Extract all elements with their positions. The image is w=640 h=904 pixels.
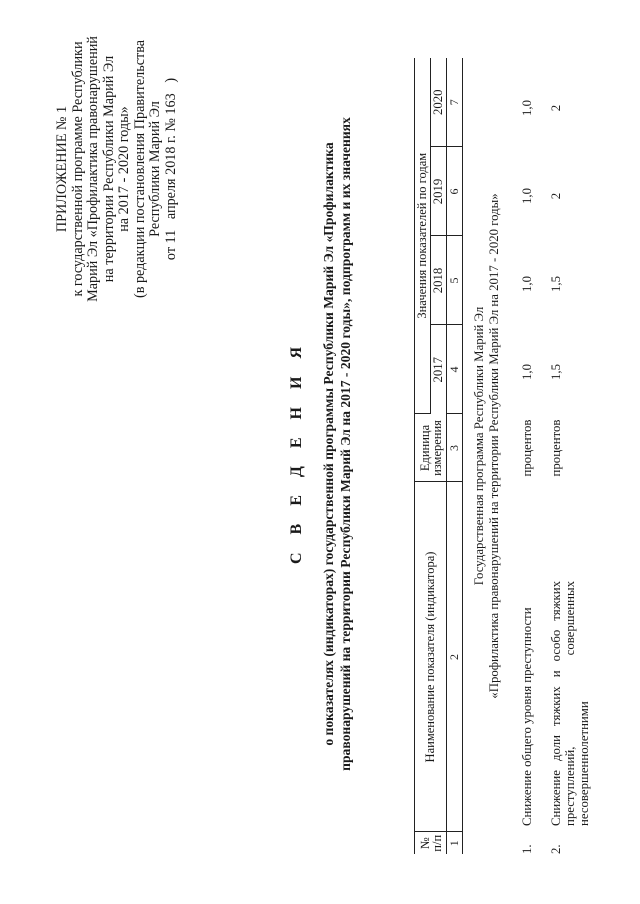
header-year: 2017 xyxy=(431,325,447,414)
header-num: № п/п xyxy=(415,832,447,854)
column-number: 3 xyxy=(447,414,463,482)
column-number: 6 xyxy=(447,147,463,236)
row-name: Снижение общего уровня преступности xyxy=(520,607,534,826)
row-number: 1. xyxy=(520,844,534,854)
appendix-heading: ПРИЛОЖЕНИЕ № 1 xyxy=(54,105,70,233)
column-number: 5 xyxy=(447,236,463,325)
header-unit: Единица измерения xyxy=(415,414,447,482)
row-value: 1,0 xyxy=(520,188,534,204)
row-value: 1,5 xyxy=(549,276,563,292)
appendix-line: Марий Эл «Профилактика правонарушений xyxy=(85,36,101,302)
row-name: Снижение доли тяжких и особо тяжких преступлений, совершенных несовершеннолетними xyxy=(549,581,591,826)
header-year: 2020 xyxy=(431,58,447,147)
appendix-line: к государственной программе Республики xyxy=(69,41,86,297)
program-line: Государственная программа Республики Марий Эл xyxy=(472,306,486,586)
column-number: 4 xyxy=(447,325,463,414)
row-number: 2. xyxy=(549,844,563,854)
header-values-group: Значения показателей по годам xyxy=(415,58,431,414)
column-number: 7 xyxy=(447,58,463,147)
program-heading xyxy=(472,48,502,844)
row-value: 2 xyxy=(549,104,563,112)
appendix-line: на 2017 - 2020 годы» xyxy=(116,106,132,232)
header-year: 2019 xyxy=(431,147,447,236)
row-value: 1,0 xyxy=(520,364,534,380)
appendix-date-line: от 11 апреля 2018 г. № 163 ) xyxy=(162,77,179,261)
appendix-line: (в редакции постановления Правительства xyxy=(131,39,148,299)
row-unit: процентов xyxy=(549,419,563,477)
appendix-block xyxy=(55,19,179,319)
header-name: Наименование показателя (индикатора) xyxy=(415,482,447,832)
row-value: 1,5 xyxy=(549,364,563,380)
table-header-row xyxy=(415,58,431,854)
appendix-line: на территории Республики Марий Эл xyxy=(100,55,117,283)
document-subtitle: о показателях (индикаторах) государственной программы Республики Марий Эл «Профилактика правонарушений на территории Республики Марий Эл на 2017 - 2020 годы», подпрограмм и их значениях xyxy=(321,117,353,771)
column-numbers-row xyxy=(447,58,463,854)
header-year: 2018 xyxy=(431,236,447,325)
row-value: 1,0 xyxy=(520,100,534,116)
column-number: 1 xyxy=(447,832,463,854)
column-number: 2 xyxy=(447,482,463,832)
document-title: С В Е Д Е Н И Я xyxy=(288,339,305,565)
row-unit: процентов xyxy=(520,419,534,477)
indicators-table xyxy=(414,58,463,854)
program-line: «Профилактика правонарушений на территории Республики Марий Эл на 2017 - 2020 годы» xyxy=(487,193,501,699)
row-value: 1,0 xyxy=(520,276,534,292)
row-value: 2 xyxy=(549,192,563,200)
appendix-line: Республики Марий Эл xyxy=(147,101,163,237)
